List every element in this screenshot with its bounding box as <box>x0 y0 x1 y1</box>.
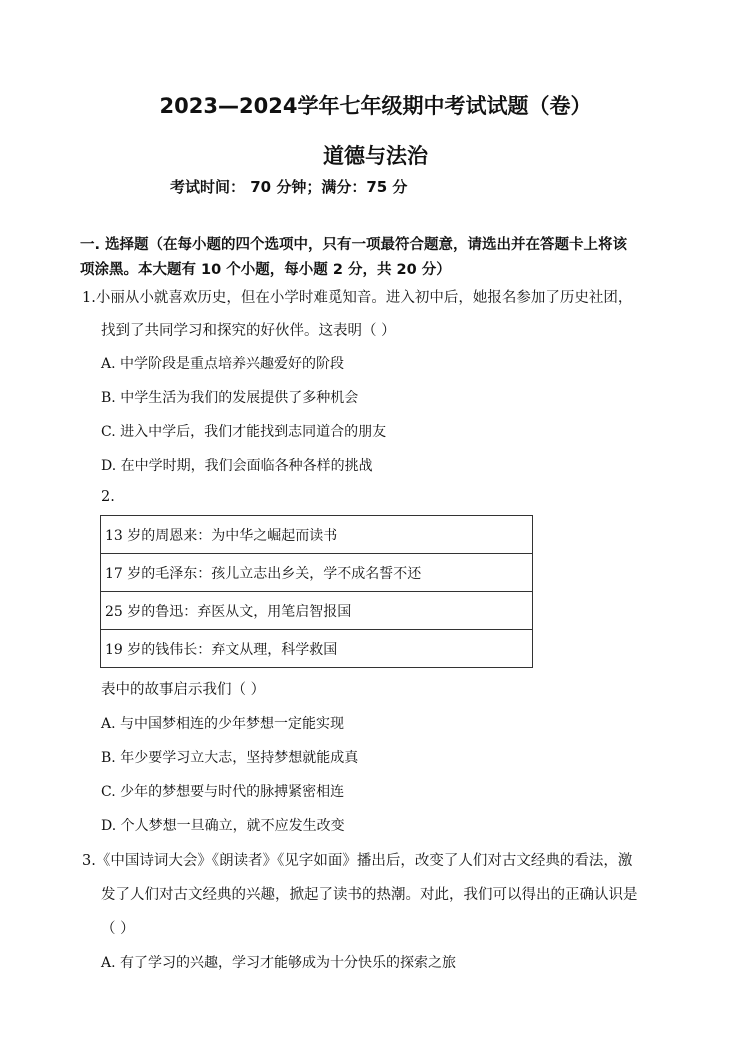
exam-info: 考试时间： 70 分钟；满分：75 分 <box>170 178 408 196</box>
table-row <box>101 592 533 630</box>
table-row <box>101 554 533 592</box>
question-1-option-d: D. 在中学时期，我们会面临各种各样的挑战 <box>101 458 373 474</box>
question-3-stem-line-2: 发了人们对古文经典的兴趣，掀起了读书的热潮。对此，我们可以得出的正确认识是 <box>101 887 638 903</box>
question-2-number: 2. <box>101 489 115 505</box>
question-1-option-a: A. 中学阶段是重点培养兴趣爱好的阶段 <box>101 356 345 372</box>
story-table <box>100 515 533 668</box>
table-cell: 17 岁的毛泽东：孩儿立志出乡关，学不成名誓不还 <box>101 554 533 592</box>
question-3-option-a: A. 有了学习的兴趣，学习才能够成为十分快乐的探索之旅 <box>101 955 457 971</box>
question-3-stem-line-1: 3.《中国诗词大会》《朗读者》《见字如面》播出后，改变了人们对古文经典的看法，激 <box>82 853 633 869</box>
table-cell: 19 岁的钱伟长：弃文从理，科学救国 <box>101 630 533 668</box>
question-1-option-b: B. 中学生活为我们的发展提供了多种机会 <box>101 390 359 406</box>
table-row <box>101 630 533 668</box>
question-2-option-c: C. 少年的梦想要与时代的脉搏紧密相连 <box>101 784 345 800</box>
table-row <box>101 516 533 554</box>
table-cell: 13 岁的周恩来：为中华之崛起而读书 <box>101 516 533 554</box>
question-1-option-c: C. 进入中学后，我们才能找到志同道合的朋友 <box>101 424 387 440</box>
table-cell: 25 岁的鲁迅：弃医从文，用笔启智报国 <box>101 592 533 630</box>
section-title-line-1: 一. 选择题（在每小题的四个选项中，只有一项最符合题意，请选出并在答题卡上将该 <box>80 237 628 253</box>
subject-title: 道德与法治 <box>323 144 428 168</box>
question-2-option-d: D. 个人梦想一旦确立，就不应发生改变 <box>101 818 345 834</box>
question-3-stem-line-3: （ ） <box>101 921 135 937</box>
question-1-stem-line-1: 1.小丽从小就喜欢历史，但在小学时难觅知音。进入初中后，她报名参加了历史社团， <box>82 290 633 306</box>
question-1-stem-line-2: 找到了共同学习和探究的好伙伴。这表明（ ） <box>101 323 396 339</box>
question-2-option-b: B. 年少要学习立大志，坚持梦想就能成真 <box>101 750 359 766</box>
question-2-stem: 表中的故事启示我们（ ） <box>101 682 266 698</box>
exam-title: 2023—2024学年七年级期中考试试题（卷） <box>159 94 592 118</box>
question-2-option-a: A. 与中国梦相连的少年梦想一定能实现 <box>101 716 345 732</box>
section-title-line-2: 项涂黑。本大题有 10 个小题，每小题 2 分，共 20 分） <box>80 262 451 278</box>
